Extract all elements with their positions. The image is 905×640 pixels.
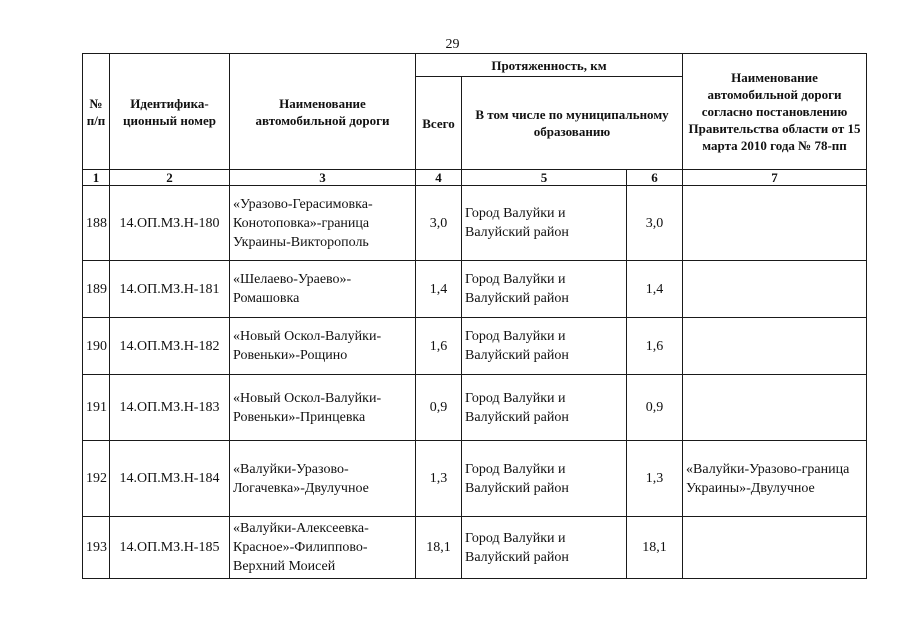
header-number: № п/п — [83, 54, 110, 170]
row-municipality: Город Валуйки и Валуйский район — [462, 517, 627, 579]
column-number-row — [83, 170, 867, 186]
row-number: 188 — [83, 186, 110, 261]
row-number: 189 — [83, 261, 110, 318]
row-road-name: «Новый Оскол-Валуйки-Ровеньки»-Рощино — [230, 318, 416, 375]
row-number: 191 — [83, 375, 110, 441]
row-municipality: Город Валуйки и Валуйский район — [462, 441, 627, 517]
row-number: 192 — [83, 441, 110, 517]
column-number: 4 — [416, 170, 462, 186]
row-road-name: «Валуйки-Уразово-Логачевка»-Двулучное — [230, 441, 416, 517]
row-identifier: 14.ОП.МЗ.Н-185 — [110, 517, 230, 579]
page-number: 29 — [445, 37, 460, 52]
row-decree-name: «Валуйки-Уразово-граница Украины»-Двулучное — [683, 441, 867, 517]
column-number: 7 — [683, 170, 867, 186]
row-municipal-length: 3,0 — [627, 186, 683, 261]
row-total: 3,0 — [416, 186, 462, 261]
table-row — [83, 517, 867, 579]
header-decree-name: Наименование автомобильной дороги согласно постановлению Правительства области от 15 марта 2010 года № 78-пп — [683, 54, 867, 170]
row-total: 0,9 — [416, 375, 462, 441]
column-number: 6 — [627, 170, 683, 186]
roads-table — [82, 53, 867, 579]
header-length-group: Протяженность, км — [416, 54, 683, 77]
row-total: 1,6 — [416, 318, 462, 375]
column-number: 3 — [230, 170, 416, 186]
row-municipality: Город Валуйки и Валуйский район — [462, 186, 627, 261]
table-row — [83, 375, 867, 441]
row-total: 18,1 — [416, 517, 462, 579]
header-row-top — [83, 54, 867, 77]
row-identifier: 14.ОП.МЗ.Н-180 — [110, 186, 230, 261]
row-identifier: 14.ОП.МЗ.Н-183 — [110, 375, 230, 441]
table-row — [83, 261, 867, 318]
row-number: 193 — [83, 517, 110, 579]
row-decree-name — [683, 186, 867, 261]
header-road-name: Наименование автомобильной дороги — [230, 54, 416, 170]
row-municipal-length: 1,4 — [627, 261, 683, 318]
row-road-name: «Новый Оскол-Валуйки-Ровеньки»-Принцевка — [230, 375, 416, 441]
column-number: 2 — [110, 170, 230, 186]
row-municipal-length: 0,9 — [627, 375, 683, 441]
header-municipal-group: В том числе по муниципальному образованию — [462, 77, 683, 170]
header-total: Всего — [416, 77, 462, 170]
table-row — [83, 186, 867, 261]
row-municipal-length: 18,1 — [627, 517, 683, 579]
row-road-name: «Валуйки-Алексеевка-Красное»-Филиппово-Верхний Моисей — [230, 517, 416, 579]
row-total: 1,3 — [416, 441, 462, 517]
row-municipality: Город Валуйки и Валуйский район — [462, 375, 627, 441]
row-road-name: «Шелаево-Ураево»-Ромашовка — [230, 261, 416, 318]
row-total: 1,4 — [416, 261, 462, 318]
row-decree-name — [683, 375, 867, 441]
table-row — [83, 318, 867, 375]
table-row — [83, 441, 867, 517]
row-decree-name — [683, 517, 867, 579]
column-number: 5 — [462, 170, 627, 186]
row-municipal-length: 1,6 — [627, 318, 683, 375]
row-municipal-length: 1,3 — [627, 441, 683, 517]
row-road-name: «Уразово-Герасимовка-Конотоповка»-граница Украины-Викторополь — [230, 186, 416, 261]
row-number: 190 — [83, 318, 110, 375]
row-decree-name — [683, 261, 867, 318]
header-identifier: Идентифика- ционный номер — [110, 54, 230, 170]
row-identifier: 14.ОП.МЗ.Н-181 — [110, 261, 230, 318]
row-municipality: Город Валуйки и Валуйский район — [462, 318, 627, 375]
row-identifier: 14.ОП.МЗ.Н-182 — [110, 318, 230, 375]
row-municipality: Город Валуйки и Валуйский район — [462, 261, 627, 318]
row-decree-name — [683, 318, 867, 375]
row-identifier: 14.ОП.МЗ.Н-184 — [110, 441, 230, 517]
column-number: 1 — [83, 170, 110, 186]
